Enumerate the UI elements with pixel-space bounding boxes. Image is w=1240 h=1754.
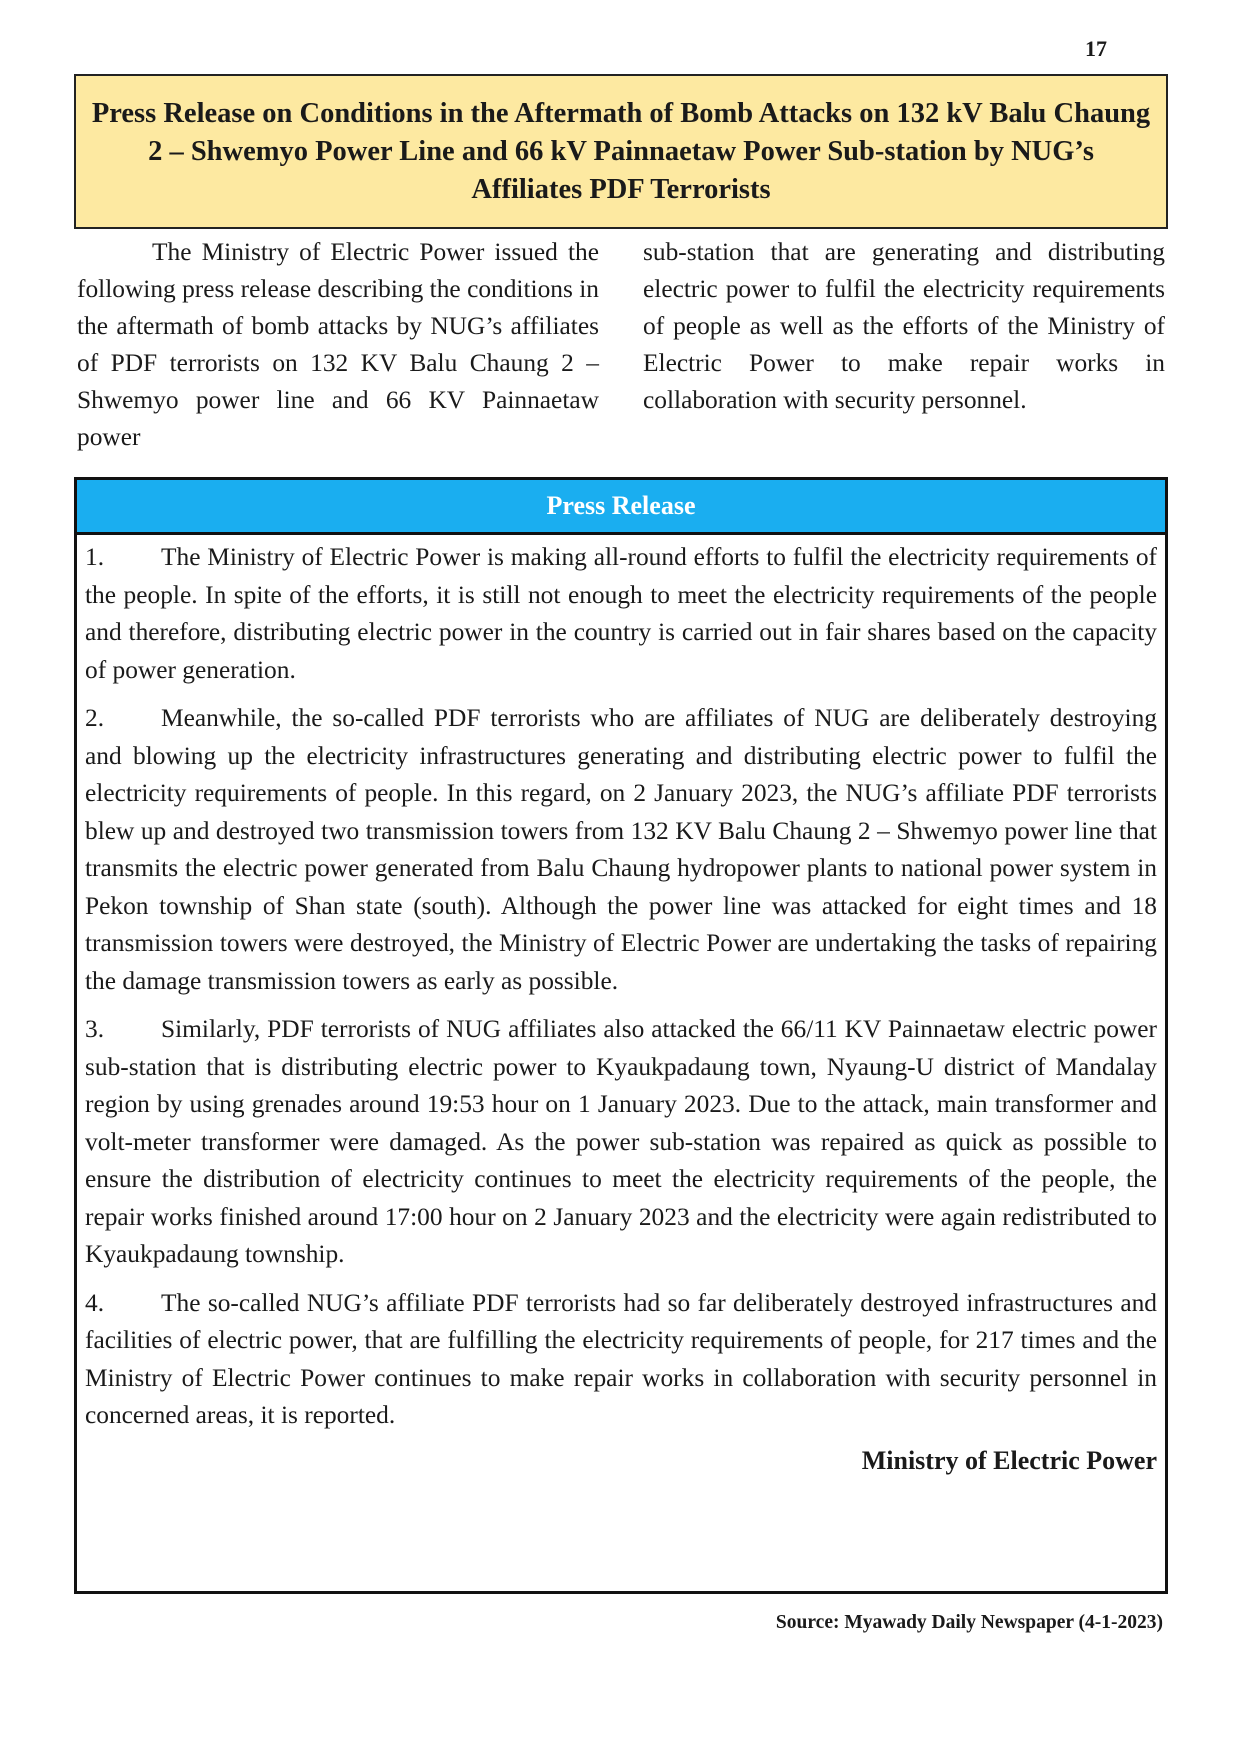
press-release-body bbox=[77, 535, 1165, 1476]
release-paragraph bbox=[85, 1285, 1157, 1435]
intro-left-column: The Ministry of Electric Power issued the following press release describing the conditions in the aftermath of bomb attacks by NUG’s affiliates of PDF terrorists on 132 KV Balu Chaung 2 – Shwemyo power line and 66 KV Painnaetaw power bbox=[77, 238, 599, 451]
press-release-box bbox=[74, 477, 1168, 1594]
intro-section bbox=[77, 234, 1165, 456]
page-title: Press Release on Conditions in the Aftermath of Bomb Attacks on 132 kV Balu Chaung 2 – Shwemyo Power Line and 66 kV Painnaetaw Power Sub-station by NUG’s Affiliates PDF Terrorists bbox=[91, 97, 1151, 205]
release-paragraph bbox=[85, 539, 1157, 689]
paragraph-text: Meanwhile, the so-called PDF terrorists who are affiliates of NUG are deliberately destroying and blowing up the electricity infrastructures generating and distributing electric power to fulfil the electricity requirements of people. In this regard, on 2 January 2023, the NUG’s affiliate PDF terrorists blew up and destroyed two transmission towers from 132 KV Balu Chaung 2 – Shwemyo power line that transmits the electric power generated from Balu Chaung hydropower plants to national power system in Pekon township of Shan state (south). Although the power line was attacked for eight times and 18 transmission towers were destroyed, the Ministry of Electric Power are undertaking the tasks of repairing the damage transmission towers as early as possible. bbox=[85, 704, 1157, 995]
paragraph-text: Similarly, PDF terrorists of NUG affiliates also attacked the 66/11 KV Painnaetaw electric power sub-station that is distributing electric power to Kyaukpadaung town, Nyaung-U district of Mandalay region by using grenades around 19:53 hour on 1 January 2023. Due to the attack, main transformer and volt-meter transformer were damaged. As the power sub-station was repaired as quick as possible to ensure the distribution of electricity continues to meet the electricity requirements of the people, the repair works finished around 17:00 hour on 2 January 2023 and the electricity were again redistributed to Kyaukpadaung township. bbox=[85, 1015, 1157, 1268]
page-number: 17 bbox=[1085, 36, 1107, 61]
signature: Ministry of Electric Power bbox=[861, 1445, 1157, 1475]
source-credit: Source: Myawady Daily Newspaper (4-1-2023) bbox=[775, 1612, 1163, 1633]
paragraph-text: The Ministry of Electric Power is making all-round efforts to fulfil the electricity requirements of the people. In spite of the efforts, it is still not enough to meet the electricity requirements of the people and therefore, distributing electric power in the country is carried out in fair shares based on the capacity of power generation. bbox=[85, 543, 1157, 684]
paragraph-number: 1. bbox=[85, 543, 105, 571]
intro-right-column: sub-station that are generating and distributing electric power to fulfil the electricity requirements of people as well as the efforts of the Ministry of Electric Power to make repair works in collaboration with security personnel. bbox=[643, 238, 1165, 414]
release-paragraph bbox=[85, 700, 1157, 1000]
paragraph-number: 3. bbox=[85, 1015, 105, 1043]
paragraph-number: 2. bbox=[85, 704, 105, 732]
paragraph-number: 4. bbox=[85, 1288, 105, 1317]
paragraph-text: The so-called NUG’s affiliate PDF terrorists had so far deliberately destroyed infrastructures and facilities of electric power, that are fulfilling the electricity requirements of people, for 217 times and the Ministry of Electric Power continues to make repair works in collaboration with security personnel in concerned areas, it is reported. bbox=[85, 1288, 1157, 1429]
release-paragraph bbox=[85, 1011, 1157, 1274]
press-release-header: Press Release bbox=[77, 480, 1165, 535]
title-box bbox=[74, 74, 1168, 229]
